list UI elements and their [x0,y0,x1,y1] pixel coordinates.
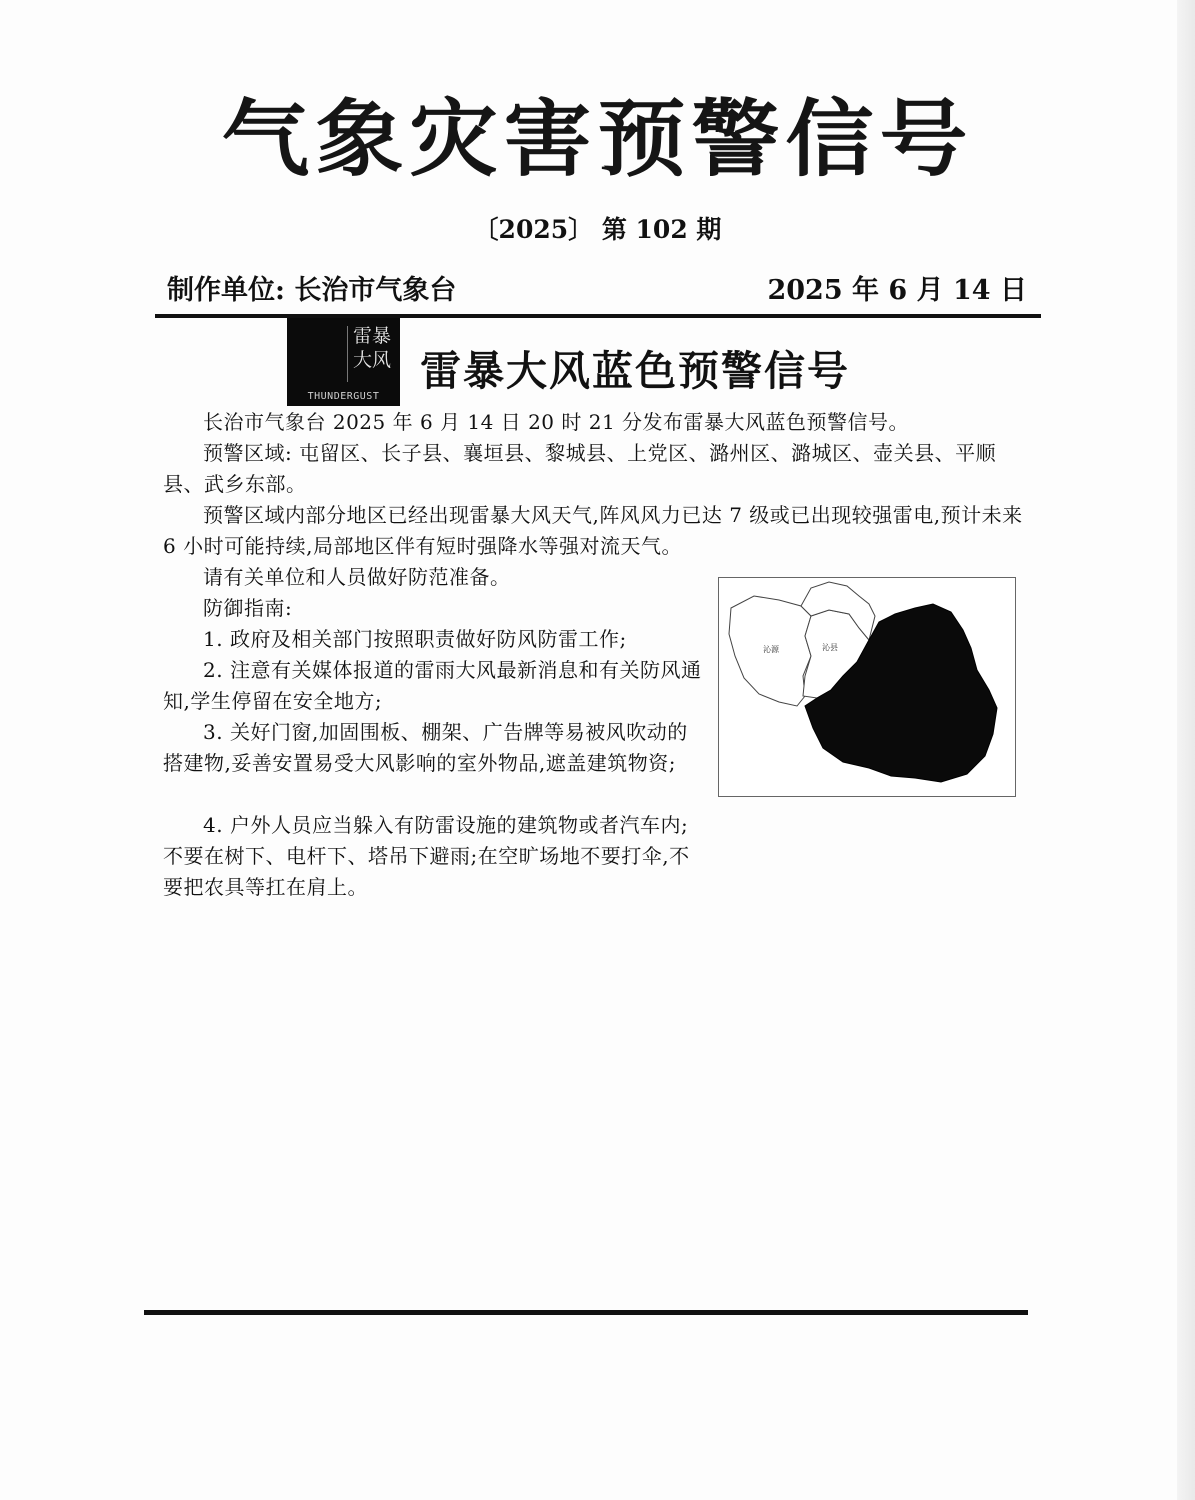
document-title: 气象灾害预警信号 [221,90,974,189]
warning-area: 预警区域: 屯留区、长子县、襄垣县、黎城县、上党区、潞州区、潞城区、壶关县、平顺县、武乡东部。 [163,441,997,496]
guide-item: 1. 政府及相关部门按照职责做好防风防雷工作; [203,627,627,651]
warning-area-map [718,577,1016,797]
guide-item: 4. 户外人员应当躲入有防雷设施的建筑物或者汽车内;不要在树下、电杆下、塔吊下避雨;在空旷场地不要打伞,不要把农具等扛在肩上。 [163,813,690,899]
icon-label-line2: 大风 [352,349,391,371]
guide-item: 2. 注意有关媒体报道的雷雨大风最新消息和有关防风通知,学生停留在安全地方; [163,658,702,713]
guide-item: 3. 关好门窗,加固围板、棚架、广告牌等易被风吹动的搭建物,妥善安置易受大风影响的室外物品,遮盖建筑物资; [163,720,688,775]
release-statement: 长治市气象台 2025 年 6 月 14 日 20 时 21 分发布雷暴大风蓝色预警信号。 [203,410,910,434]
icon-label-line1: 雷暴 [352,325,391,347]
advice: 请有关单位和人员做好防范准备。 [203,565,511,589]
issue-date: 2025 年 6 月 14 日 [767,275,1027,306]
footer-rule [144,1310,1028,1315]
thunder-gust-warning-icon [287,318,400,406]
icon-label [347,324,397,372]
map-svg [719,578,1015,796]
issuer: 制作单位: 长治市气象台 [167,275,457,306]
map-label-qinyuan: 沁源 [763,645,779,654]
guide-title: 防御指南: [203,596,293,620]
map-label-qinxian: 沁县 [822,643,838,652]
weather-situation: 预警区域内部分地区已经出现雷暴大风天气,阵风风力已达 7 级或已出现较强雷电,预计未来 6 小时可能持续,局部地区伴有短时强降水等强对流天气。 [163,503,1023,558]
warning-title: 雷暴大风蓝色预警信号 [420,347,850,395]
icon-subtext: THUNDERGUST [307,391,380,402]
issue-number: 〔2025〕 第 102 期 [473,215,722,244]
